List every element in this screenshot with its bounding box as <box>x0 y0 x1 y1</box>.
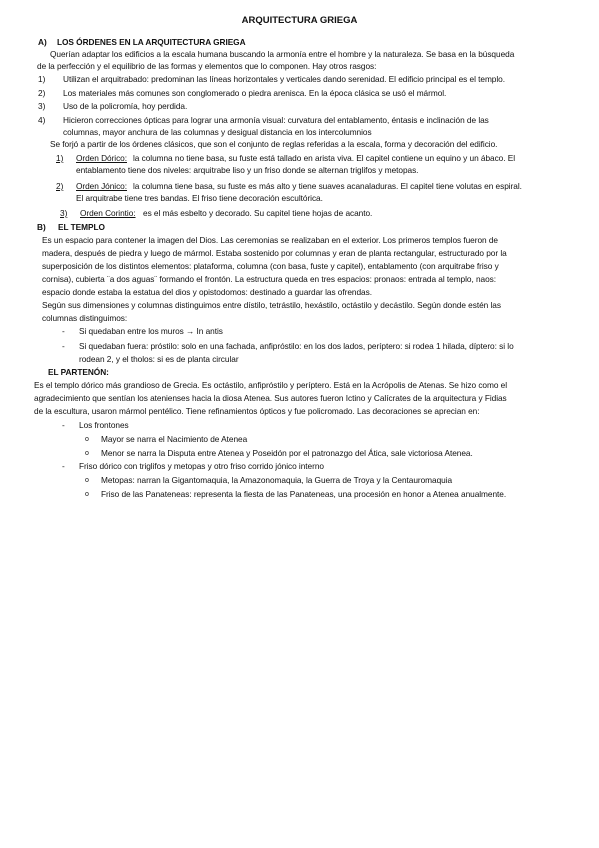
partenon-heading: EL PARTENÓN: <box>48 367 109 377</box>
list-item-number: 1) <box>38 74 46 84</box>
sub-item-text: Friso de las Panateneas: representa la fiesta de las Panateneas, una procesión en honor a Atenea anualmente. <box>101 489 507 499</box>
list-label-friso: Friso dórico con triglifos y metopas y otro friso corrido jónico interno <box>79 461 324 471</box>
list-item-text: columnas, mayor anchura de las columnas y desigual distancia en los intercolumnios <box>63 127 372 137</box>
section-a-intro-line: de la perfección y el equilibrio de las formas y elementos que lo componen. Hay otros rasgos: <box>37 61 377 71</box>
section-b-heading: EL TEMPLO <box>58 222 105 232</box>
sub-item-text: Menor se narra la Disputa entre Atenea y Poseidón por el patronazgo del Ática, sale victoriosa Atenea. <box>101 448 473 458</box>
section-b-paragraph-line: Según sus dimensiones y columnas distinguimos entre dístilo, tetrástilo, hexástilo, octástilo y decástilo. Según donde estén las <box>42 300 501 310</box>
bullet-text: Si quedaban entre los muros → In antis <box>79 326 223 336</box>
list-item-text: Utilizan el arquitrabado: predominan las líneas horizontales y verticales dando serenidad. El edificio principal es el templo. <box>63 74 505 84</box>
list-item-number: 3) <box>38 101 46 111</box>
section-b-paragraph-line: cornisa), cubierta ¨a dos aguas¨ formando el frontón. La estructura queda en tres espacios: pronaos: entrada al templo, naos: <box>42 274 497 284</box>
section-a-marker: A) <box>38 37 47 47</box>
order-name-doric: Orden Dórico: <box>76 153 127 163</box>
sub-item-text: Metopas: narran la Gigantomaquia, la Amazonomaquia, la Guerra de Troya y la Centauromaquia <box>101 475 453 485</box>
bullet-dash: - <box>62 326 65 336</box>
section-b-paragraph-line: columnas distinguimos: <box>42 313 128 323</box>
page-title: ARQUITECTURA GRIEGA <box>241 15 358 26</box>
order-number: 2) <box>56 181 64 191</box>
bullet-circle: o <box>85 436 89 443</box>
bullet-circle: o <box>85 477 89 484</box>
bullet-circle: o <box>85 491 89 498</box>
list-item-text: Uso de la policromía, hoy perdida. <box>63 101 188 111</box>
order-text: la columna no tiene basa, su fuste está tallado en arista viva. El capitel contiene un equino y un ábaco. El <box>133 153 516 163</box>
bullet-circle: o <box>85 450 89 457</box>
sub-item-text: Mayor se narra el Nacimiento de Atenea <box>101 434 248 444</box>
section-a-heading: LOS ÓRDENES EN LA ARQUITECTURA GRIEGA <box>57 37 246 47</box>
order-name-ionic: Orden Jónico: <box>76 181 128 191</box>
order-text: El arquitrabe tiene tres bandas. El friso tiene decoración escultórica. <box>76 193 323 203</box>
section-b-paragraph-line: Es un espacio para contener la imagen del Dios. Las ceremonias se realizaban en el exterior. Los primeros templos fueron de <box>42 235 498 245</box>
section-b-marker: B) <box>37 222 46 232</box>
order-text: entablamento tiene dos niveles: arquitrabe liso y un friso donde se alternan triglifos y metopas. <box>76 165 419 175</box>
bullet-dash: - <box>62 341 65 351</box>
partenon-paragraph-line: Es el templo dórico más grandioso de Grecia. Es octástilo, anfipróstilo y períptero. Está en la Acrópolis de Atenas. Se hizo como el <box>34 380 508 390</box>
section-a-forjo: Se forjó a partir de los órdenes clásicos, que son el conjunto de reglas referidas a la escala, forma y decoración del edificio. <box>50 139 498 149</box>
list-label-frontones: Los frontones <box>79 420 129 430</box>
section-b-paragraph-line: espacio donde estaba la estatua del dios y opistodomos: destinado a guardar las ofrendas. <box>42 287 372 297</box>
bullet-dash: - <box>62 461 65 471</box>
section-b-paragraph-line: madera, después de piedra y luego de mármol. Estaba sostenido por columnas y eran de planta rectangular, estructurado por la <box>42 248 507 258</box>
order-text: es el más esbelto y decorado. Su capitel tiene hojas de acanto. <box>143 208 373 218</box>
partenon-paragraph-line: de la escultura, usaron mármol pentélico. Tiene refinamientos ópticos y fue policromado. Las decoraciones se aprecian en: <box>34 406 480 416</box>
section-b-paragraph-line: superposición de los distintos elementos: plataforma, columna (con basa, fuste y capitel), entablamento (con arquitrabe friso y <box>42 261 499 271</box>
partenon-paragraph-line: agradecimiento que sentían los atenienses hacia la diosa Atenea. Sus autores fueron Ictino y Calícrates de la arquitectura y Fidias <box>34 393 507 403</box>
bullet-dash: - <box>62 420 65 430</box>
section-a-intro-line: Querían adaptar los edificios a la escala humana buscando la armonía entre el hombre y la naturaleza. Se basa en la búsqueda <box>50 49 515 59</box>
list-item-text: Hicieron correcciones ópticas para lograr una armonía visual: curvatura del entablamento, éntasis e inclinación de las <box>63 115 489 125</box>
bullet-text: Si quedaban fuera: próstilo: solo en una fachada, anfipróstilo: en los dos lados, períptero: si rodea 1 hilada, díptero: si lo <box>79 341 514 351</box>
list-item-number: 2) <box>38 88 46 98</box>
order-number: 1) <box>56 153 64 163</box>
order-number: 3) <box>60 208 68 218</box>
order-name-corinthian: Orden Corintio: <box>80 208 136 218</box>
bullet-text: rodean 2, y el tholos: si es de planta circular <box>79 354 239 364</box>
list-item-number: 4) <box>38 115 46 125</box>
order-text: la columna tiene basa, su fuste es más alto y tiene suaves acanaladuras. El capitel tiene volutas en espiral. <box>133 181 522 191</box>
list-item-text: Los materiales más comunes son conglomerado o piedra arenisca. En la época clásica se usó el mármol. <box>63 88 447 98</box>
